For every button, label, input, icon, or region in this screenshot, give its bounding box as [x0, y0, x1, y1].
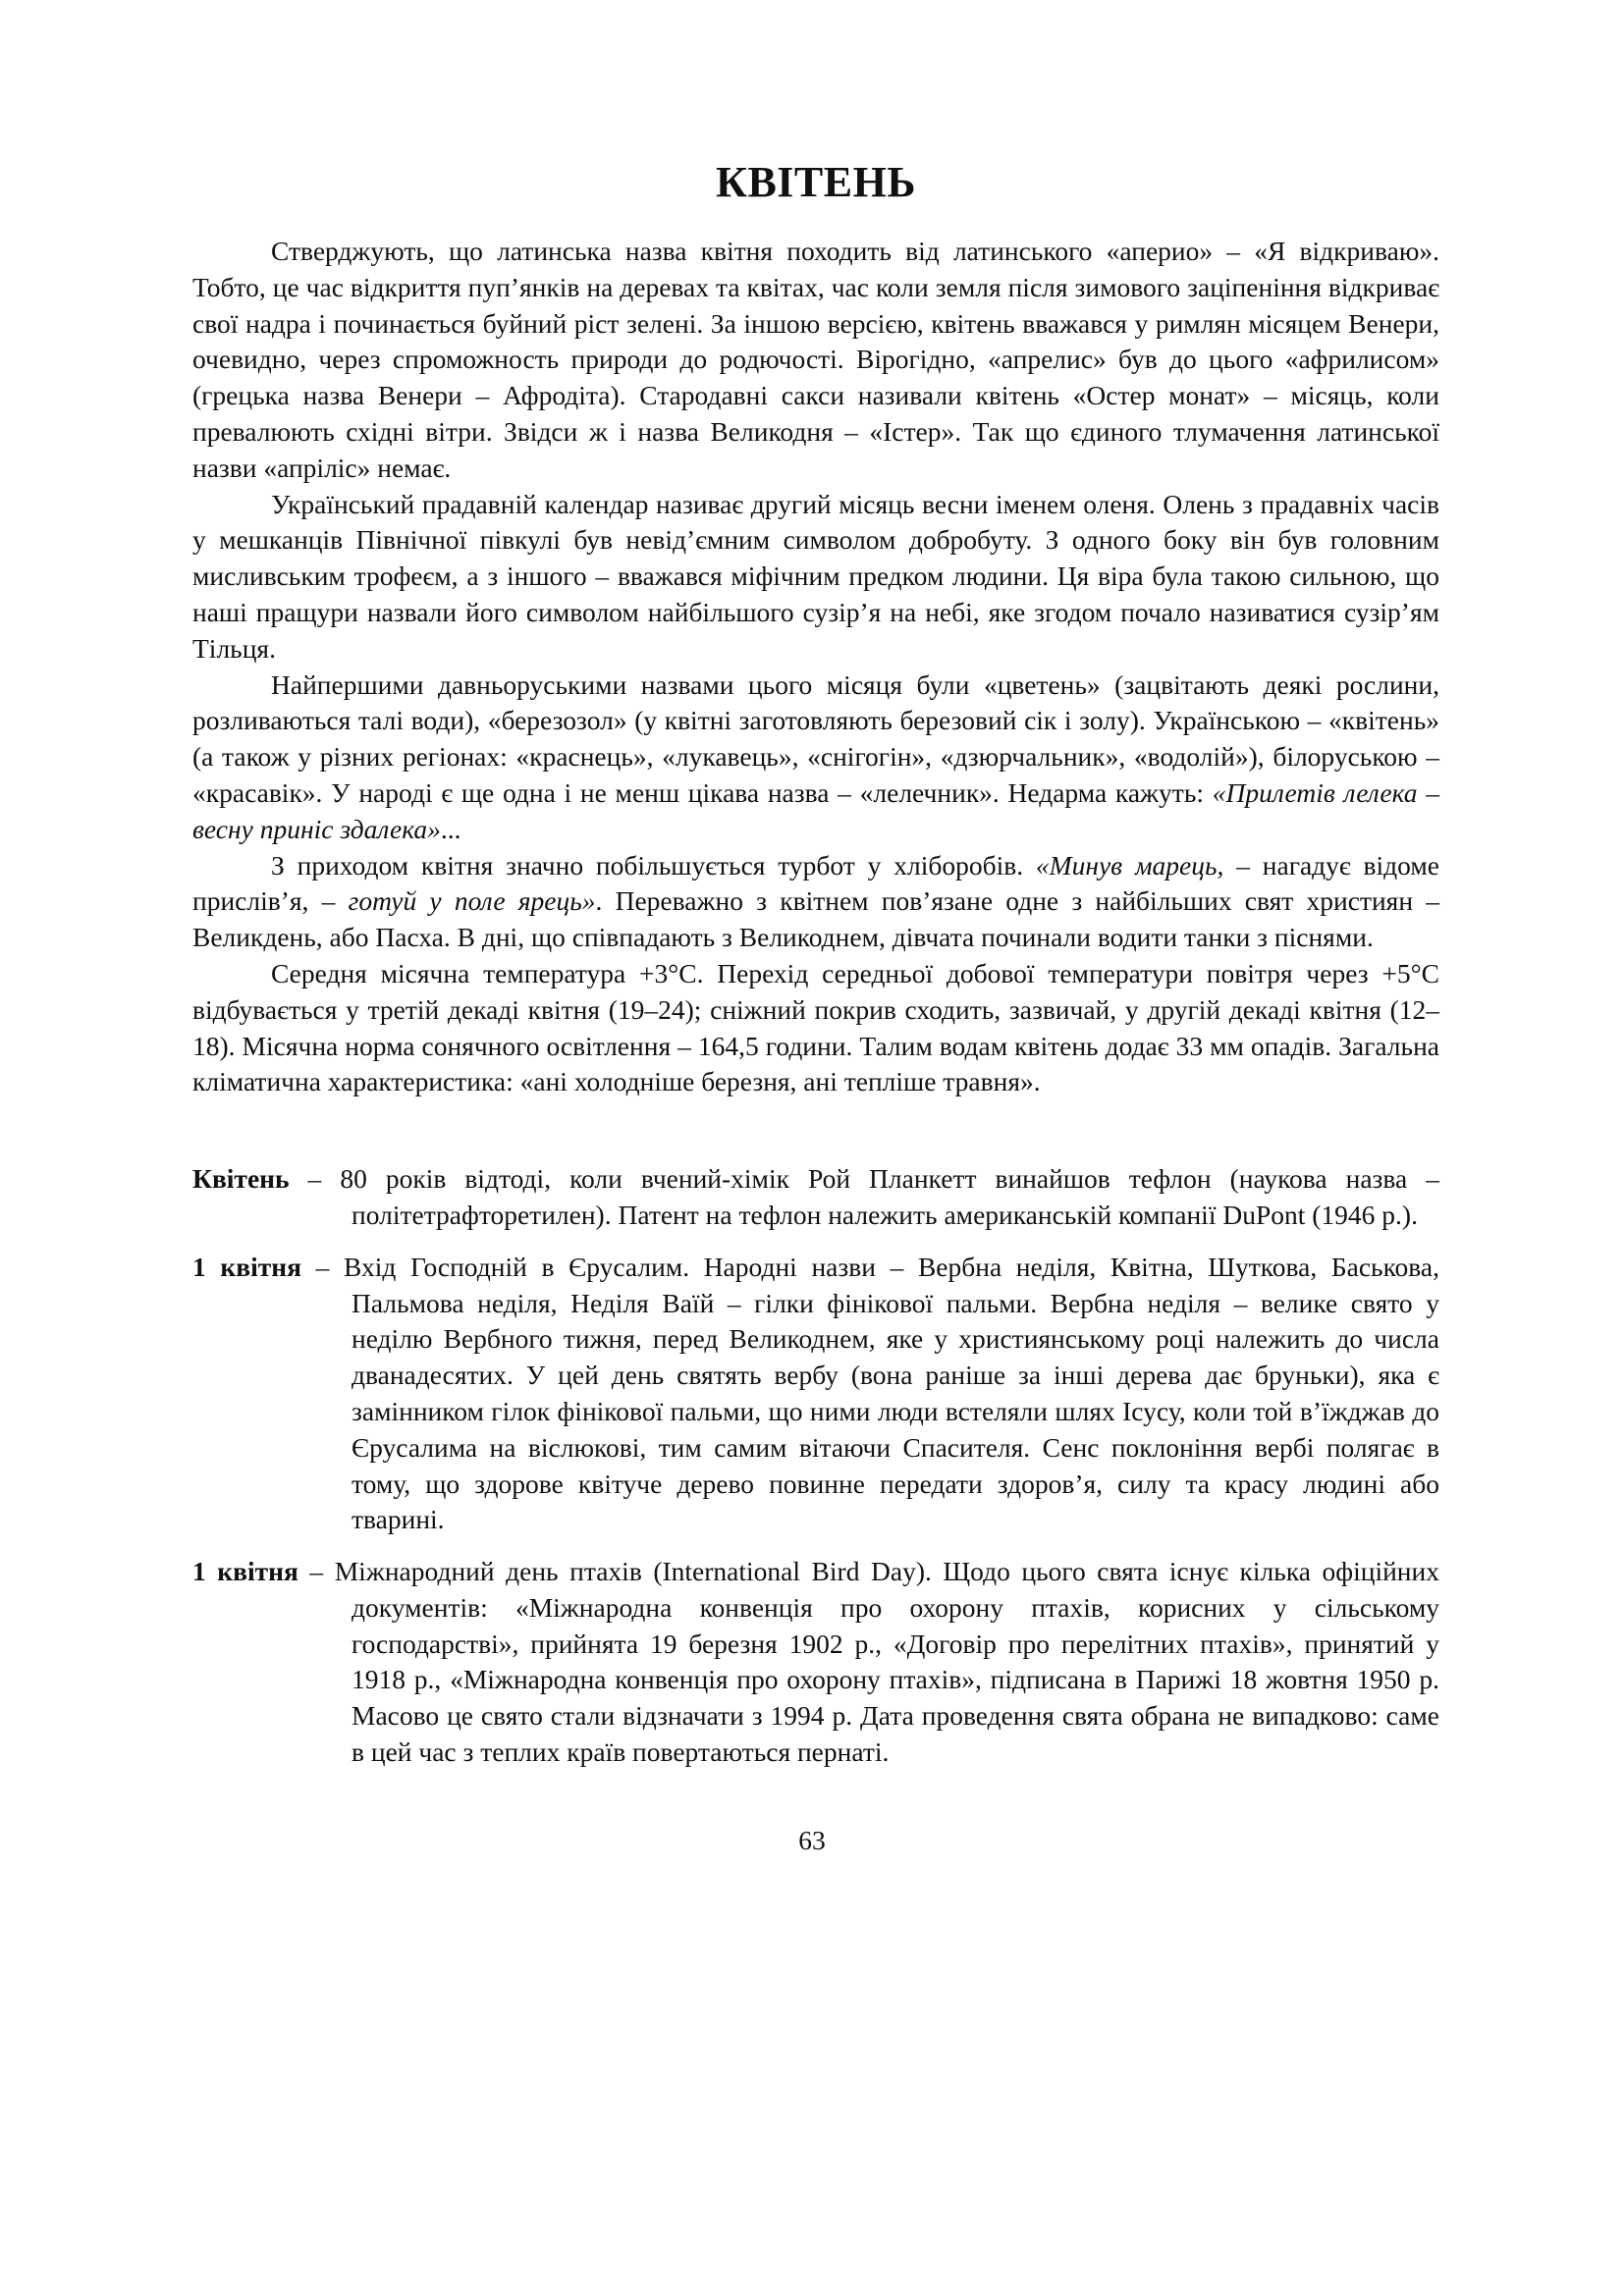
intro-text: ...: [440, 813, 461, 844]
event-text: – Вхід Господній в Єрусалим. Народні назви – Вербна неділя, Квітна, Шуткова, Баськова, Пальмова неділя, Неділя Ваїй – гілки фінікової пальми. Вербна неділя – велике свято у неділю Вербного тижня, перед Великоднем, яке у християнському році належить до числа дванадесятих. У цей день святять вербу (вона раніше за інші дерева дає бруньки), яка є замінником гілок фінікової пальми, що ними люди встеляли шлях Ісусу, коли той в’їжджав до Єрусалима на віслюкові, тим самим вітаючи Спасителя. Сенс поклоніння вербі полягає в тому, що здорове квітуче дерево повинне передати здоров’я, силу та красу людині або тварині.: [300, 1251, 1439, 1535]
event-date: 1 квітня: [192, 1251, 301, 1282]
event-entry: [192, 1554, 1439, 1771]
intro-quote-italic: «Прилетів лелека – весну приніс здалека»: [192, 776, 1440, 844]
event-date: 1 квітня: [192, 1556, 298, 1587]
intro-quote-italic: «Минув марець,: [1035, 849, 1224, 881]
intro-text: Український прадавній календар називає другий місяць весни іменем оленя. Олень з прадавніх часів у мешканців Північної півкулі був невід’ємним символом добробуту. З одного боку він був головним мисливським трофеєм, а з іншого – вважався міфічним предком людини. Ця віра була такою сильною, що наші пращури назвали його символом найбільшого сузір’я на небі, яке згодом почало називатися сузір’ям Тільця.: [192, 488, 1439, 664]
events-list: [192, 1161, 1439, 1771]
intro-text: Середня місячна температура +3°С. Перехід середньої добової температури повітря через +5°С відбувається у третій декаді квітня (19–24); сніжний покрив сходить, зазвичай, у другій декаді квітня (12–18). Місячна норма сонячного освітлення – 164,5 години. Талим водам квітень додає 33 мм опадів. Загальна кліматична характеристика: «ані холодніше березня, ані тепліше травня».: [192, 957, 1439, 1097]
intro-paragraph: [192, 956, 1439, 1100]
intro-text: Стверджують, що латинська назва квітня походить від латинського «аперио» – «Я відкриваю». Тобто, це час відкриття пуп’янків на деревах та квітах, час коли земля після зимового заціпеніння відкриває свої надра і починається буйний ріст зелені. За іншою версією, квітень вважався у римлян місяцем Венери, очевидно, через спроможность природи до родючості. Вірогідно, «апрелис» був до цього «африлисом» (грецька назва Венери – Афродіта). Стародавні сакси називали квітень «Остер монат» – місяць, коли превалюють східні вітри. Звідси ж і назва Великодня – «Істер». Так що єдиного тлумачення латинської назви «апріліс» немає.: [192, 236, 1439, 483]
intro-paragraph: [192, 487, 1439, 667]
document-page: [192, 157, 1439, 1787]
intro-text: – нагадує відоме прислів’я, –: [192, 849, 1440, 917]
intro-section: [192, 234, 1439, 1100]
page-number: 63: [798, 1825, 826, 1855]
intro-text: . Переважно з квітнем пов’язане одне з найбільших свят християн – Великдень, або Пасха. В дні, що співпадають з Великоднем, дівчата починали водити танки з піснями.: [192, 885, 1440, 953]
event-entry: [192, 1161, 1439, 1234]
event-entry: [192, 1250, 1439, 1538]
page-title: КВІТЕНЬ: [716, 158, 916, 206]
event-date: Квітень: [192, 1163, 290, 1195]
event-text: – 80 років відтоді, коли вчений-хімік Рой Планкетт винайшов тефлон (наукова назва – політетрафторетилен). Патент на тефлон належить американській компанії DuPont (1946 р.).: [289, 1163, 1439, 1230]
intro-text: З приходом квітня значно побільшується турбот у хліборобів.: [271, 849, 1036, 881]
intro-paragraph: [192, 667, 1439, 848]
intro-text: Найпершими давньоруськими назвами цього місяця були «цветень» (зацвітають деякі рослини, розливаються талі води), «березозол» (у квітні заготовляють березовий сік і золу). Українською – «квітень» (а також у різних регіонах: «краснець», «лукавець», «снігогін», «дзюрчальник», «водолій»), білоруською – «красавік». У народі є ще одна і не менш цікава назва – «лелечник». Недарма кажуть:: [192, 668, 1439, 808]
event-text: – Міжнародний день птахів (International Bird Day). Щодо цього свята існує кілька офіційних документів: «Міжнародна конвенція про охорону птахів, корисних у сільському господарстві», прийнята 19 березня 1902 р., «Договір про перелітних птахів», принятий у 1918 р., «Міжнародна конвенція про охорону птахів», підписана в Парижі 18 жовтня 1950 р. Масово це свято стали відзначати з 1994 р. Дата проведення свята обрана не випадково: саме в цей час з теплих країв повертаються пернаті.: [298, 1556, 1439, 1768]
intro-paragraph: [192, 234, 1439, 487]
intro-quote-italic: готуй у поле ярець»: [348, 885, 596, 917]
intro-paragraph: [192, 848, 1439, 956]
